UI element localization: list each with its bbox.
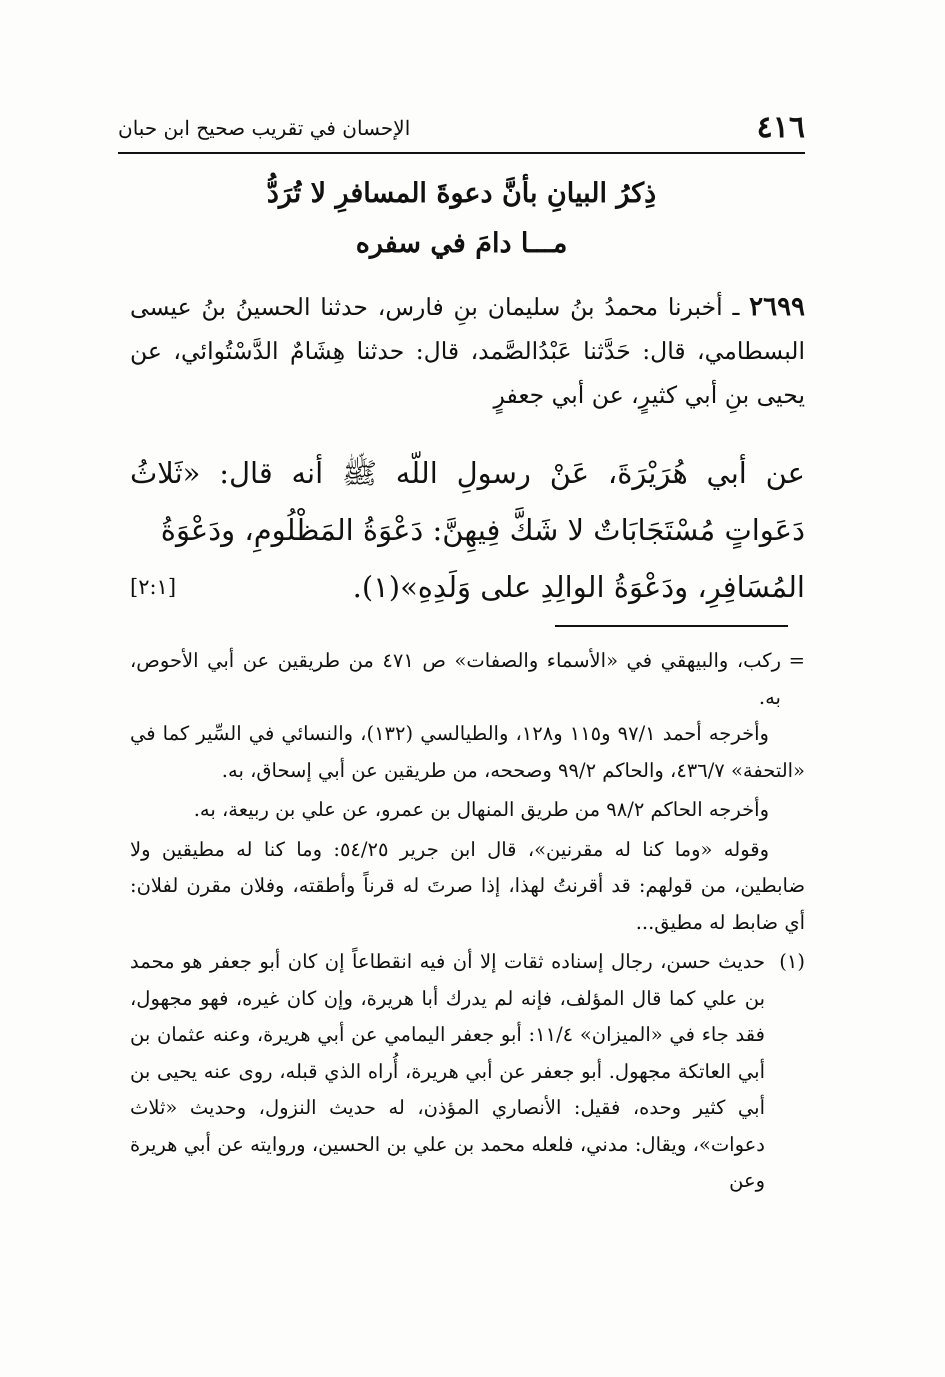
footnote-continuation — [130, 643, 805, 716]
footnote-paragraph: وقوله «وما كنا له مقرنين»، قال ابن جرير ٥٤/٢٥: وما كنا له مطيقين ولا ضابطين، من قولهم: قد أقرنتُ لهذا، إذا صرتَ له قرناً وأطقته، وفلان مقرن لفلان: أي ضابط له مطيق... — [130, 837, 805, 934]
hadith-isnad — [130, 285, 805, 417]
chapter-heading-line-2: مـــا دامَ في سفره — [355, 228, 568, 259]
footnotes — [130, 643, 805, 1200]
hadith-number: ٢٦٩٩ — [749, 292, 805, 322]
footnote-1 — [130, 944, 805, 1200]
chapter-heading-line-1: ذِكرُ البيانِ بأنَّ دعوةَ المسافرِ لا تُرَدُّ — [266, 178, 657, 209]
isnad-text: ـ أخبرنا محمدُ بنُ سليمان بنِ فارس، حدثنا الحسينُ بنُ عيسى البسطامي، قال: حَدَّثنا عَبْدُالصَّمد، قال: حدثنا هِشَامٌ الدَّسْتُوائي، عن يحيى بنِ أبي كثيرٍ، عن أبي جعفرٍ — [130, 293, 805, 409]
footnote-text: حديث حسن، رجال إسناده ثقات إلا أن فيه انقطاعاً إن كان أبو جعفر هو محمد بن علي كما قال المؤلف، فإنه لم يدرك أبا هريرة، وإن كان غيره، فهو مجهول، فقد جاء في «الميزان» ١١/٤: أبو جعفر اليمامي عن أبي هريرة، وعنه عثمان بن أبي العاتكة مجهول. أبو جعفر عن أبي هريرة، أُراه الذي قبله، روى عنه يحيى بن أبي كثير وحده، فقيل: الأنصاري المؤذن، له حديث النزول، وحديث «ثلاث دعوات»، ويقال: مدني، فلعله محمد بن علي بن الحسين، وروايته عن أبي هريرة وعن — [130, 950, 765, 1192]
running-title: الإحسان في تقريب صحيح ابن حبان — [118, 116, 411, 140]
matn-line-last — [130, 559, 805, 616]
page-header — [118, 104, 805, 154]
footnote-paragraph: وأخرجه أحمد ٩٧/١ و١١٥ و١٢٨، والطيالسي (١٣٢)، والنسائي في السِّير كما في «التحفة» ٤٣٦/٧، والحاكم ٩٩/٢ وصححه، من طريقين عن أبي إسحاق، به. — [130, 722, 805, 782]
hadith-matn — [130, 445, 805, 616]
footnote-separator — [555, 625, 788, 627]
footnote-text: ركب، والبيهقي في «الأسماء والصفات» ص ٤٧١ من طريقين عن أبي الأحوص، به. — [130, 649, 781, 709]
page-number: ٤١٦ — [756, 110, 805, 145]
footnote-paragraph: وأخرجه الحاكم ٩٨/٢ من طريق المنهال بن عمرو، عن علي بن ربيعة، به. — [193, 798, 769, 821]
hadith-reference: [٢:١] — [130, 575, 177, 599]
matn-line: المُسَافِرِ، ودَعْوَةُ الوالِدِ على وَلَدِهِ»(١). — [352, 570, 805, 604]
continuation-mark: = — [788, 649, 805, 672]
footnote-marker: (١) — [779, 950, 805, 973]
matn-line: عن أبي هُرَيْرَةَ، عَنْ رسولِ اللّه ﷺ أنه قال: «ثَلاثُ دَعَواتٍ مُسْتَجَابَاتٌ لا شَكَّ فِيهِنَّ: دَعْوَةُ المَظْلُومِ، ودَعْوَةُ — [130, 456, 805, 547]
